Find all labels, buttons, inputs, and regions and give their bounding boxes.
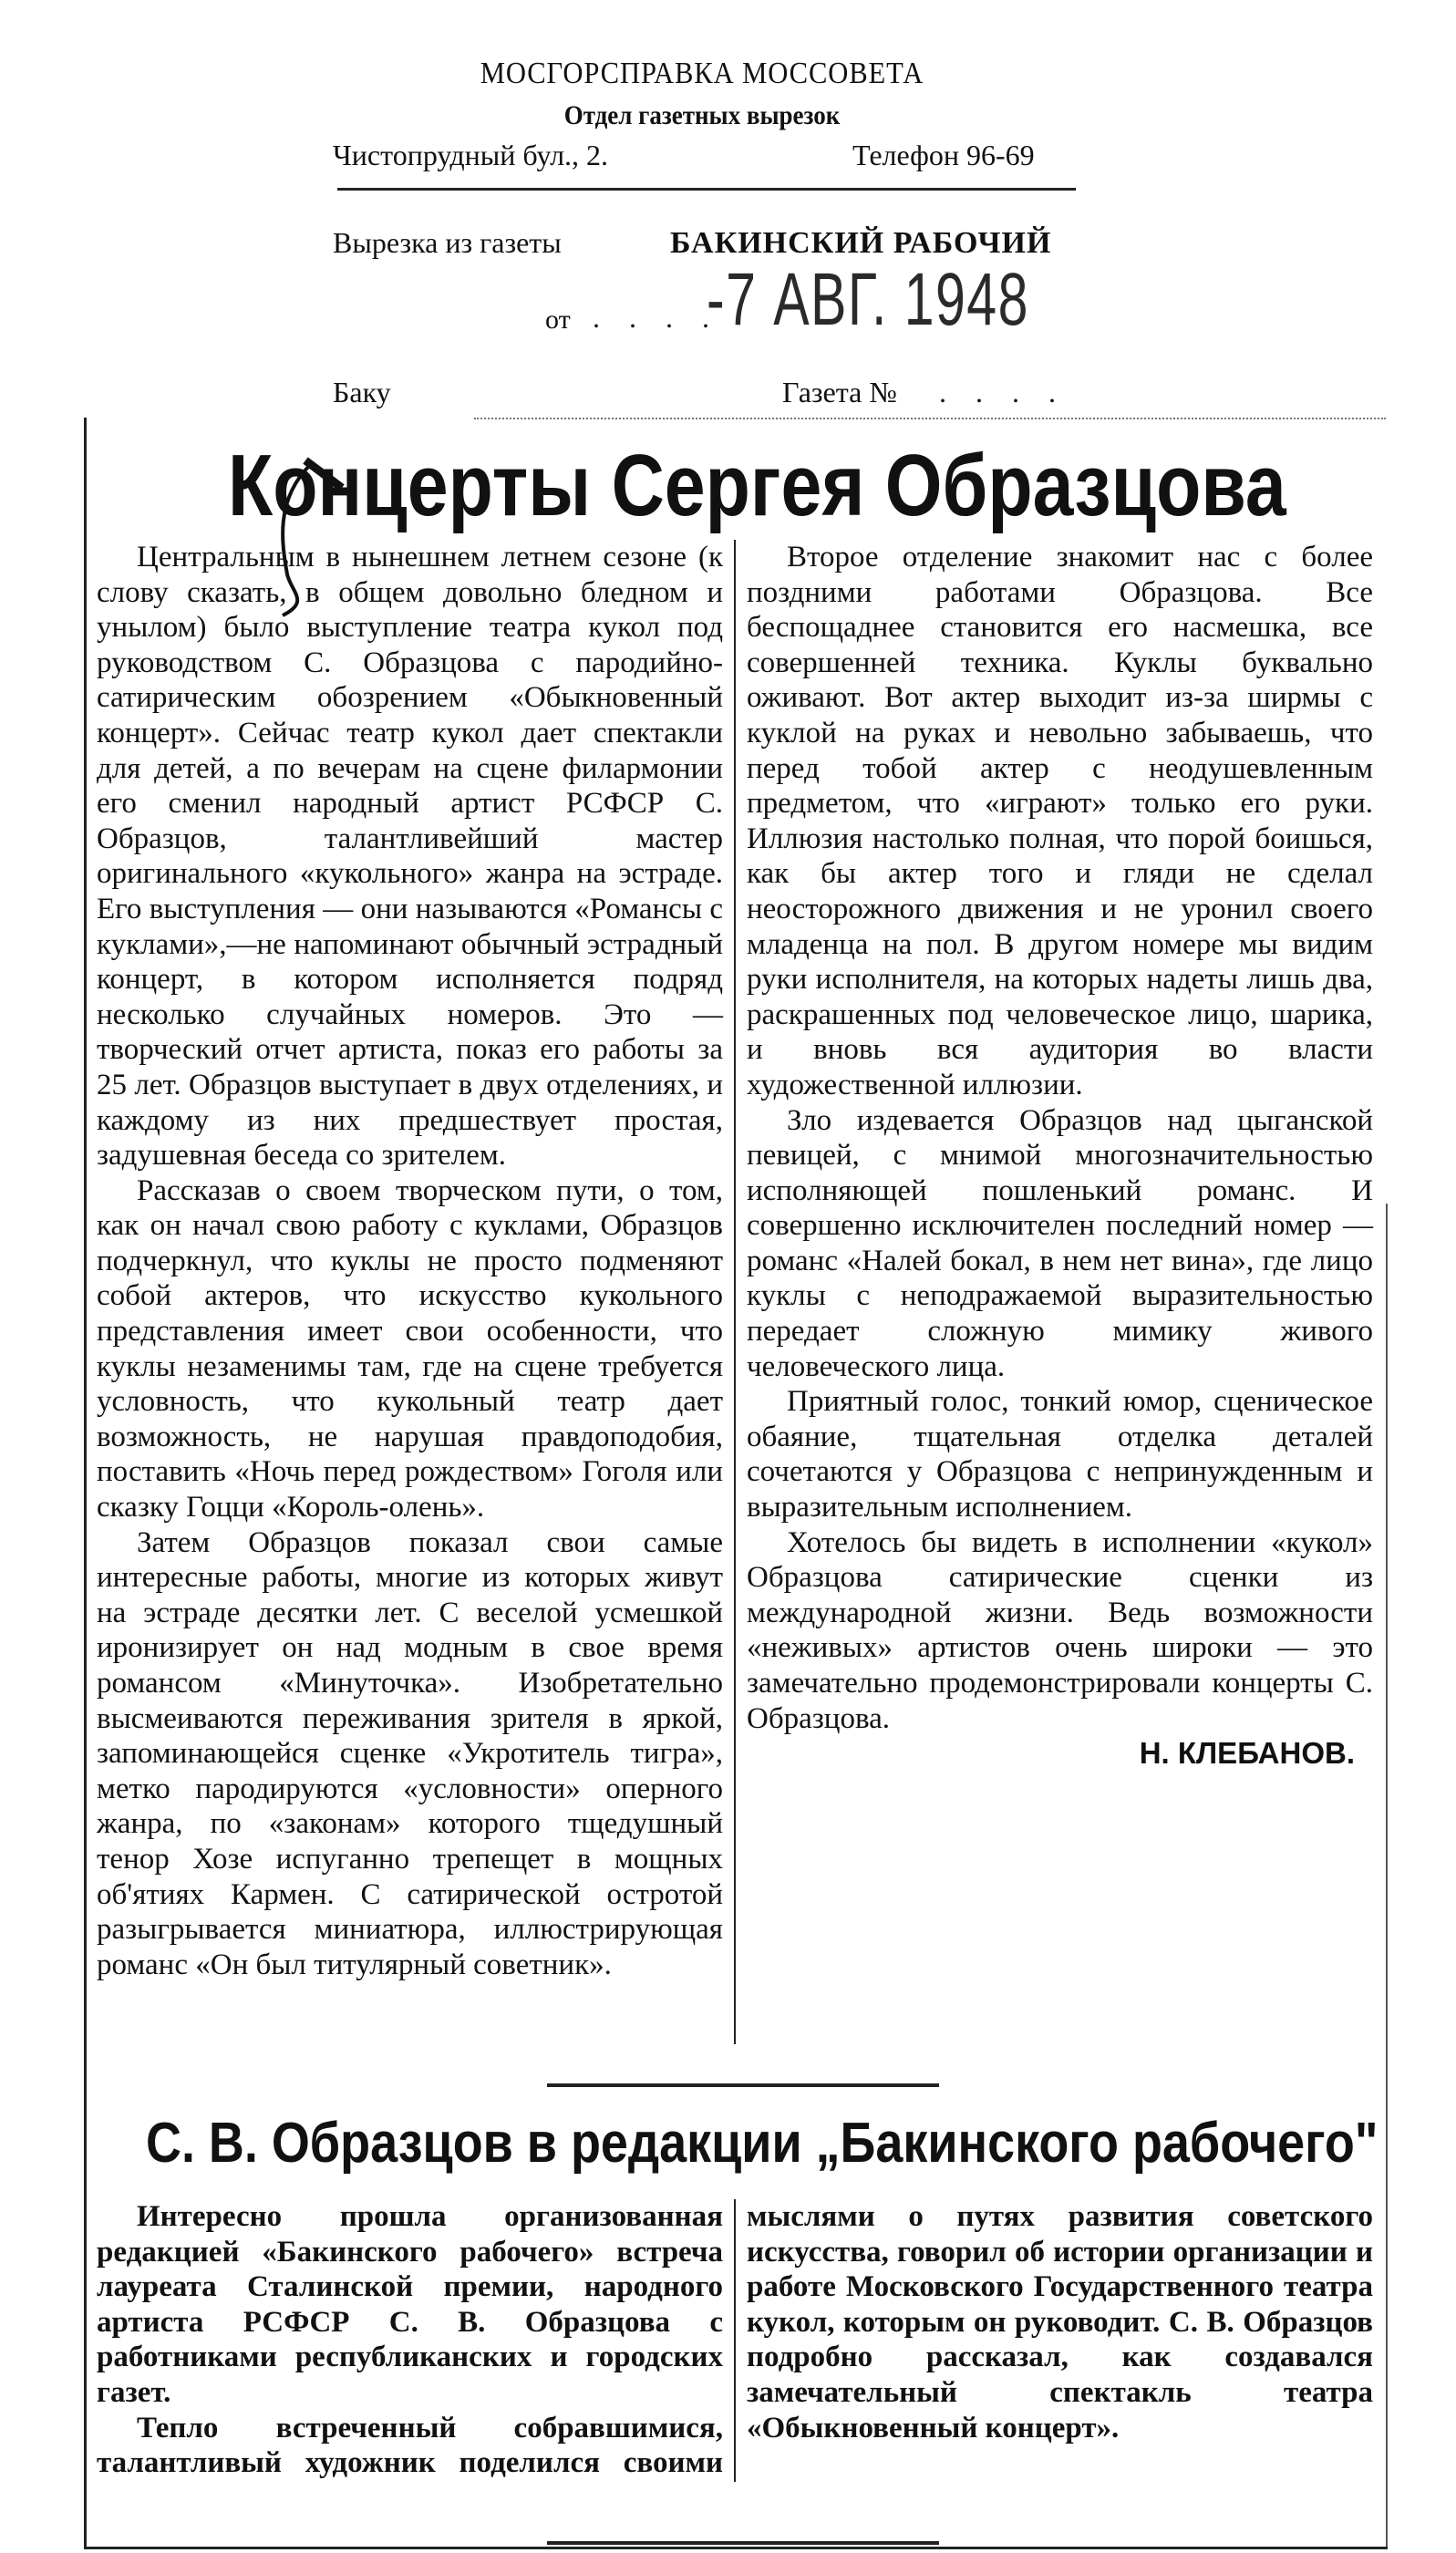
agency-phone: Телефон 96-69 xyxy=(852,139,1035,171)
paragraph: Рассказав о своем творческом пути, о том, как он начал свою работу с куклами, Образцов подчеркнул, что куклы не просто подменяют собой актеров, что искусство кукольного представления имеет свои особенности, что куклы незаменимы там, где на сцене требуется условность, что кукольный театр дает возможность, не нарушая правдоподобия, поставить «Ночь перед рождеством» Гоголя или сказку Гоцци «Король-олень». xyxy=(97,1173,723,1525)
agency-name: МОСГОРСПРАВКА МОССОВЕТА xyxy=(480,57,924,90)
clipping-border-bottom xyxy=(84,2547,1388,2549)
date-dots: . . . . xyxy=(593,301,720,334)
paragraph: Хотелось бы видеть в исполнении «кукол» Образцова сатирические сценки из международной жизни. Ведь возможности «неживых» артистов очень широки — это замечательно продемонстрировали концерты С. Образцова. xyxy=(747,1525,1373,1735)
author-signature: Н. КЛЕБАНОВ. xyxy=(1139,1736,1355,1771)
article-body xyxy=(97,540,1373,2044)
bottom-divider xyxy=(547,2541,939,2545)
paragraph: Второе отделение знакомит нас с более поздними работами Образцова. Все беспощаднее становится его насмешка, все совершенней техника. Куклы буквально оживают. Вот актер выходит из-за ширмы с куклой на руках и невольно забываешь, что перед тобой актер с неодушевленным предметом, что «играют» только его руки. Иллюзия настолько полная, что порой боишься, как бы актер того и гляди не сделал неосторожного движения и не уронил своего младенца на пол. В другом номере мы видим руки исполнителя, на которых надеты лишь два, раскрашенных под человеческое лицо, шарика, и вновь вся аудитория во власти художественной иллюзии. xyxy=(747,541,1373,1101)
paragraph: Затем Образцов показал свои самые интересные работы, многие из которых живут на эстраде десятки лет. С веселой усмешкой иронизирует он над модным в свое время романсом «Минуточка». Изобретательно высмеиваются переживания зрителя в яркой, запоминающейся сценке «Укротитель тигра», метко пародируются «условности» оперного жанра, по «законам» которого тщедушный тенор Хозе испуганно трепещет в мощных об'ятиях Кармен. С сатирической остротой разыгрывается миниатюра, иллюстрирующая романс «Он был титулярный советник». xyxy=(97,1525,723,1981)
header-divider xyxy=(337,188,1076,191)
agency-address: Чистопрудный бул., 2. xyxy=(333,139,609,171)
clip-label: Вырезка из газеты xyxy=(333,226,562,259)
city: Баку xyxy=(333,376,391,408)
article-divider xyxy=(547,2083,939,2087)
second-article-body xyxy=(97,2199,1373,2482)
paragraph: Центральным в нынешнем летнем сезоне (к слову сказать, в общем довольно бледном и унылом) было выступление театра кукол под руководством С. Образцова с пародийно-сатирическим обозрением «Обыкновенный концерт». Сейчас театр кукол дает спектакли для детей, а по вечерам на сцене филармонии его сменил народный артист РСФСР С. Образцов, талантливейший мастер оригинального «кукольного» жанра на эстраде. Его выступления — они называются «Романсы с куклами»,—не напоминают обычный эстрадный концерт, в котором исполняется подряд несколько случайных номеров. Это —творческий отчет артиста, показ его работы за 25 лет. Образцов выступает в двух отделениях, и каждому из них предшествует простая, задушевная беседа со зрителем. xyxy=(97,541,723,1173)
issue-label: Газета № xyxy=(782,376,897,408)
issue-dots: . . . . xyxy=(939,376,1067,408)
article-title: Концерты Сергея Образцова xyxy=(228,437,1286,534)
paragraph: Зло издевается Образцов над цыганской певицей, с мнимой многозначительностью исполняющей пошленький романс. И совершенно исключителен последний номер —романс «Налей бокал, в нем нет вина», где лицо куклы с неподражаемой выразительностью передает сложную мимику живого человеческого лица. xyxy=(747,1103,1373,1383)
newspaper-name: БАКИНСКИЙ РАБОЧИЙ xyxy=(670,226,1052,260)
paragraph: Интересно прошла организованная редакцией «Бакинского рабочего» встреча лауреата Сталинской премии, народного артиста РСФСР С. В. Образцова с работниками республиканских и городских газет. xyxy=(97,2200,723,2409)
clipping-border-right xyxy=(1386,1204,1388,2549)
clipping-border-left xyxy=(84,418,87,2549)
clipping-border-top xyxy=(474,418,1386,419)
paragraph: Тепло встреченный собравшимися, талантливый художник поделился своими мыслями о путях развития советского искусства, говорил об истории организации и работе Московского Государственного театра кукол, которым он руководит. С. В. Образцов подробно рассказал, как создавался замечательный спектакль театра «Обыкновенный концерт». xyxy=(97,2200,1373,2480)
second-article-title: С. В. Образцов в редакции „Бакинского рабочего" xyxy=(146,2112,1379,2175)
date-stamp: -7 АВГ. 1948 xyxy=(707,258,1029,341)
date-label: от xyxy=(545,305,571,335)
paragraph: Приятный голос, тонкий юмор, сценическое обаяние, тщательная отделка деталей сочетаются у Образцова с непринужденным и выразительным исполнением. xyxy=(747,1385,1373,1525)
department-name: Отдел газетных вырезок xyxy=(563,100,841,130)
